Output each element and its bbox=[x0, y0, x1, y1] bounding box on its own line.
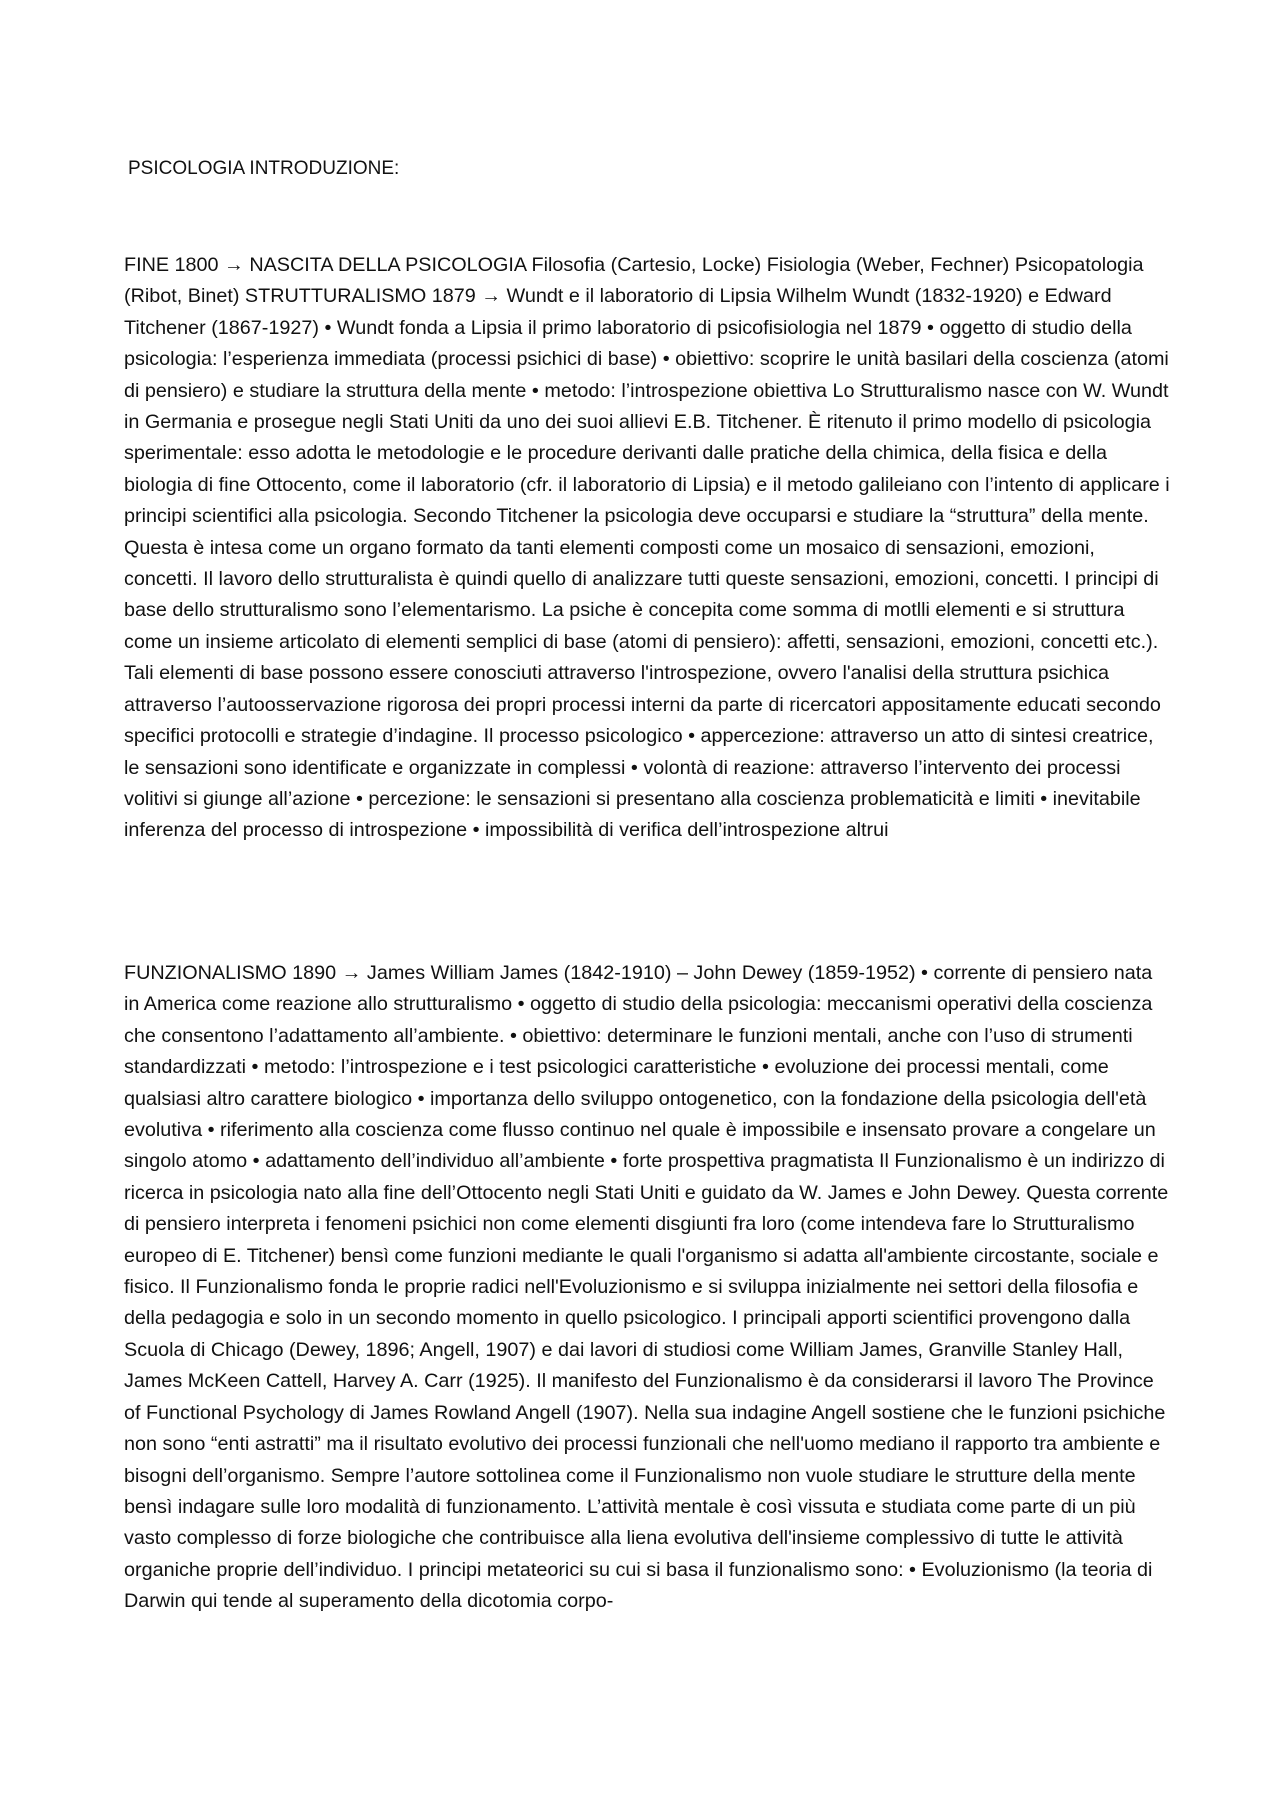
paragraph-strutturalismo: FINE 1800 → NASCITA DELLA PSICOLOGIA Filosofia (Cartesio, Locke) Fisiologia (Weber, Fechner) Psicopatologia (Ribot, Binet) STRUTTURALISMO 1879 → Wundt e il laboratorio di Lipsia Wilhelm Wundt (1832-1920) e Edward Titchener (1867-1927) • Wundt fonda a Lipsia il primo laboratorio di psicofisiologia nel 1879 • oggetto di studio della psicologia: l’esperienza immediata (processi psichici di base) • obiettivo: scoprire le unità basilari della coscienza (atomi di pensiero) e studiare la struttura della mente • metodo: l’introspezione obiettiva Lo Strutturalismo nasce con W. Wundt in Germania e prosegue negli Stati Uniti da uno dei suoi allievi E.B. Titchener. È ritenuto il primo modello di psicologia sperimentale: esso adotta le metodologie e le procedure derivanti dalle pratiche della chimica, della fisica e della biologia di fine Ottocento, come il laboratorio (cfr. il laboratorio di Lipsia) e il metodo galileiano con l’intento di applicare i principi scientifici alla psicologia. Secondo Titchener la psicologia deve occuparsi e studiare la “struttura” della mente. Questa è intesa come un organo formato da tanti elementi composti come un mosaico di sensazioni, emozioni, concetti. Il lavoro dello strutturalista è quindi quello di analizzare tutti queste sensazioni, emozioni, concetti. I principi di base dello strutturalismo sono l’elementarismo. La psiche è concepita come somma di motlli elementi e si struttura come un insieme articolato di elementi semplici di base (atomi di pensiero): affetti, sensazioni, emozioni, concetti etc.). Tali elementi di base possono essere conosciuti attraverso l'introspezione, ovvero l'analisi della struttura psichica attraverso l’autoosservazione rigorosa dei propri processi interni da parte di ricercatori appositamente educati secondo specifici protocolli e strategie d’indagine. Il processo psicologico • appercezione: attraverso un atto di sintesi creatrice, le sensazioni sono identificate e organizzate in complessi • volontà di reazione: attraverso l’intervento dei processi volitivi si giunge all’azione • percezione: le sensazioni si presentano alla coscienza problematicità e limiti • inevitabile inferenza del processo di introspezione • impossibilità di verifica dell’introspezione altrui bbox=[124, 254, 1170, 842]
document-title: PSICOLOGIA INTRODUZIONE: bbox=[128, 158, 400, 179]
paragraph-funzionalismo: FUNZIONALISMO 1890 → James William James (1842-1910) – John Dewey (1859-1952) • corrente di pensiero nata in America come reazione allo strutturalismo • oggetto di studio della psicologia: meccanismi operativi della coscienza che consentono l’adattamento all’ambiente. • obiettivo: determinare le funzioni mentali, anche con l’uso di strumenti standardizzati • metodo: l’introspezione e i test psicologici caratteristiche • evoluzione dei processi mentali, come qualsiasi altro carattere biologico • importanza dello sviluppo ontogenetico, con la fondazione della psicologia dell'età evolutiva • riferimento alla coscienza come flusso continuo nel quale è impossibile e insensato provare a congelare un singolo atomo • adattamento dell’individuo all’ambiente • forte prospettiva pragmatista Il Funzionalismo è un indirizzo di ricerca in psicologia nato alla fine dell’Ottocento negli Stati Uniti e guidato da W. James e John Dewey. Questa corrente di pensiero interpreta i fenomeni psichici non come elementi disgiunti fra loro (come intendeva fare lo Strutturalismo europeo di E. Titchener) bensì come funzioni mediante le quali l'organismo si adatta all'ambiente circostante, sociale e fisico. Il Funzionalismo fonda le proprie radici nell'Evoluzionismo e si sviluppa inizialmente nei settori della filosofia e della pedagogia e solo in un secondo momento in quello psicologico. I principali apporti scientifici provengono dalla Scuola di Chicago (Dewey, 1896; Angell, 1907) e dai lavori di studiosi come William James, Granville Stanley Hall, James McKeen Cattell, Harvey A. Carr (1925). Il manifesto del Funzionalismo è da considerarsi il lavoro The Province of Functional Psychology di James Rowland Angell (1907). Nella sua indagine Angell sostiene che le funzioni psichiche non sono “enti astratti” ma il risultato evolutivo dei processi funzionali che nell'uomo mediano il rapporto tra ambiente e bisogni dell’organismo. Sempre l’autore sottolinea come il Funzionalismo non vuole studiare le strutture della mente bensì indagare sulle loro modalità di funzionamento. L’attività mentale è così vissuta e studiata come parte di un più vasto complesso di forze biologiche che contribuisce alla liena evolutiva dell'insieme complessivo di tutte le attività organiche proprie dell’individuo. I principi metateorici su cui si basa il funzionalismo sono: • Evoluzionismo (la teoria di Darwin qui tende al superamento della dicotomia corpo- bbox=[124, 962, 1169, 1613]
